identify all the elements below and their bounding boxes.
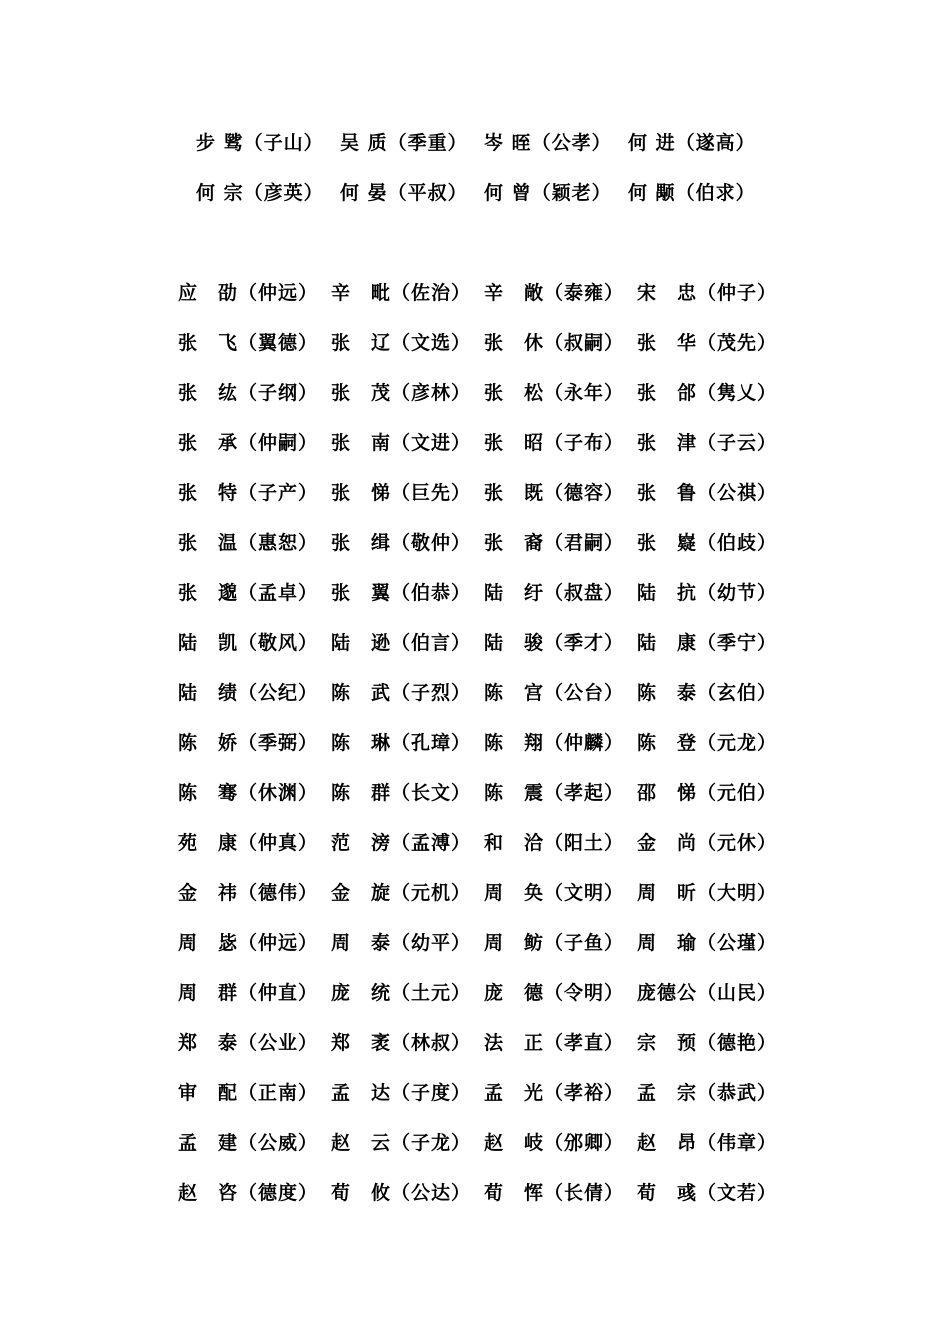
name-entry: 张 鲁（公祺） xyxy=(637,481,778,504)
name-entry: 赵 云（子龙） xyxy=(331,1131,472,1154)
name-entry: 吴 质（季重） xyxy=(340,131,468,154)
name-entry: 赵 咨（德度） xyxy=(178,1181,319,1204)
name-entry: 和 洽（阳土） xyxy=(484,831,625,854)
name-row xyxy=(178,666,778,716)
name-entry: 金 尚（元休） xyxy=(637,831,778,854)
name-entry: 周 泰（幼平） xyxy=(331,931,472,954)
name-row xyxy=(178,916,778,966)
name-entry: 陆 绩（公纪） xyxy=(178,681,319,704)
name-entry: 周 群（仲直） xyxy=(178,981,319,1004)
name-entry: 苑 康（仲真） xyxy=(178,831,319,854)
name-entry: 陆 逊（伯言） xyxy=(331,631,472,654)
name-entry: 张 裔（君嗣） xyxy=(484,531,625,554)
name-entry: 陈 登（元龙） xyxy=(637,731,778,754)
name-entry: 陈 娇（季弼） xyxy=(178,731,319,754)
name-entry: 何 宗（彦英） xyxy=(196,181,324,204)
name-entry: 张 昭（子布） xyxy=(484,431,625,454)
name-entry: 张 津（子云） xyxy=(637,431,778,454)
name-entry: 陆 凯（敬风） xyxy=(178,631,319,654)
name-entry: 张 特（子产） xyxy=(178,481,319,504)
name-entry: 张 辽（文选） xyxy=(331,331,472,354)
name-entry: 周 鲂（子鱼） xyxy=(484,931,625,954)
name-entry: 陆 康（季宁） xyxy=(637,631,778,654)
name-entry: 法 正（孝直） xyxy=(484,1031,625,1054)
name-entry: 宗 预（德艳） xyxy=(637,1031,778,1054)
name-entry: 步 骘（子山） xyxy=(196,131,324,154)
names-table xyxy=(178,266,778,1216)
name-row xyxy=(178,1116,778,1166)
name-entry: 宋 忠（仲子） xyxy=(637,281,778,304)
name-entry: 张 邈（孟卓） xyxy=(178,581,319,604)
header-names-block xyxy=(196,116,756,216)
name-entry: 何 颙（伯求） xyxy=(628,181,756,204)
name-entry: 赵 岐（邠卿） xyxy=(484,1131,625,1154)
name-entry: 荀 彧（文若） xyxy=(637,1181,778,1204)
name-row xyxy=(178,616,778,666)
name-entry: 周 昕（大明） xyxy=(637,881,778,904)
name-entry: 张 翼（伯恭） xyxy=(331,581,472,604)
name-entry: 庞德公（山民） xyxy=(637,981,778,1004)
name-entry: 陈 宫（公台） xyxy=(484,681,625,704)
header-row xyxy=(196,166,756,216)
name-entry: 郑 泰（公业） xyxy=(178,1031,319,1054)
name-entry: 陈 骞（休渊） xyxy=(178,781,319,804)
name-entry: 金 祎（德伟） xyxy=(178,881,319,904)
name-entry: 邵 悌（元伯） xyxy=(637,781,778,804)
name-entry: 庞 德（令明） xyxy=(484,981,625,1004)
name-entry: 陆 纡（叔盘） xyxy=(484,581,625,604)
name-row xyxy=(178,416,778,466)
name-entry: 陆 骏（季才） xyxy=(484,631,625,654)
header-row xyxy=(196,116,756,166)
name-row xyxy=(178,266,778,316)
name-entry: 应 劭（仲远） xyxy=(178,281,319,304)
name-entry: 陈 武（子烈） xyxy=(331,681,472,704)
name-entry: 张 茂（彦林） xyxy=(331,381,472,404)
name-entry: 周 毖（仲远） xyxy=(178,931,319,954)
name-entry: 张 华（茂先） xyxy=(637,331,778,354)
name-row xyxy=(178,1166,778,1216)
name-entry: 周 奂（文明） xyxy=(484,881,625,904)
name-entry: 审 配（正南） xyxy=(178,1081,319,1104)
name-entry: 陆 抗（幼节） xyxy=(637,581,778,604)
name-entry: 张 郃（隽乂） xyxy=(637,381,778,404)
name-entry: 张 南（文进） xyxy=(331,431,472,454)
name-entry: 何 曾（颖老） xyxy=(484,181,612,204)
name-entry: 陈 琳（孔璋） xyxy=(331,731,472,754)
name-entry: 张 悌（巨先） xyxy=(331,481,472,504)
name-row xyxy=(178,516,778,566)
name-entry: 赵 昂（伟章） xyxy=(637,1131,778,1154)
name-entry: 陈 泰（玄伯） xyxy=(637,681,778,704)
name-row xyxy=(178,466,778,516)
name-row xyxy=(178,566,778,616)
name-row xyxy=(178,766,778,816)
name-entry: 张 缉（敬仲） xyxy=(331,531,472,554)
name-entry: 陈 翔（仲麟） xyxy=(484,731,625,754)
name-entry: 郑 袤（林叔） xyxy=(331,1031,472,1054)
name-entry: 辛 敞（泰雍） xyxy=(484,281,625,304)
name-entry: 张 温（惠恕） xyxy=(178,531,319,554)
name-entry: 何 进（遂高） xyxy=(628,131,756,154)
name-entry: 孟 宗（恭武） xyxy=(637,1081,778,1104)
name-entry: 范 滂（孟溥） xyxy=(331,831,472,854)
name-row xyxy=(178,316,778,366)
name-entry: 孟 达（子度） xyxy=(331,1081,472,1104)
name-entry: 陈 震（孝起） xyxy=(484,781,625,804)
name-entry: 周 瑜（公瑾） xyxy=(637,931,778,954)
name-entry: 张 飞（翼德） xyxy=(178,331,319,354)
name-row xyxy=(178,1016,778,1066)
name-entry: 庞 统（土元） xyxy=(331,981,472,1004)
name-entry: 荀 攸（公达） xyxy=(331,1181,472,1204)
name-entry: 张 既（德容） xyxy=(484,481,625,504)
name-entry: 陈 群（长文） xyxy=(331,781,472,804)
name-entry: 辛 毗（佐治） xyxy=(331,281,472,304)
name-entry: 张 松（永年） xyxy=(484,381,625,404)
name-entry: 何 晏（平叔） xyxy=(340,181,468,204)
name-entry: 孟 建（公威） xyxy=(178,1131,319,1154)
name-entry: 张 嶷（伯歧） xyxy=(637,531,778,554)
name-row xyxy=(178,716,778,766)
name-row xyxy=(178,966,778,1016)
name-entry: 荀 恽（长倩） xyxy=(484,1181,625,1204)
name-entry: 金 旋（元机） xyxy=(331,881,472,904)
name-row xyxy=(178,866,778,916)
name-row xyxy=(178,366,778,416)
name-row xyxy=(178,1066,778,1116)
name-entry: 孟 光（孝裕） xyxy=(484,1081,625,1104)
name-row xyxy=(178,816,778,866)
name-entry: 岑 晊（公孝） xyxy=(484,131,612,154)
name-entry: 张 纮（子纲） xyxy=(178,381,319,404)
name-entry: 张 休（叔嗣） xyxy=(484,331,625,354)
name-entry: 张 承（仲嗣） xyxy=(178,431,319,454)
